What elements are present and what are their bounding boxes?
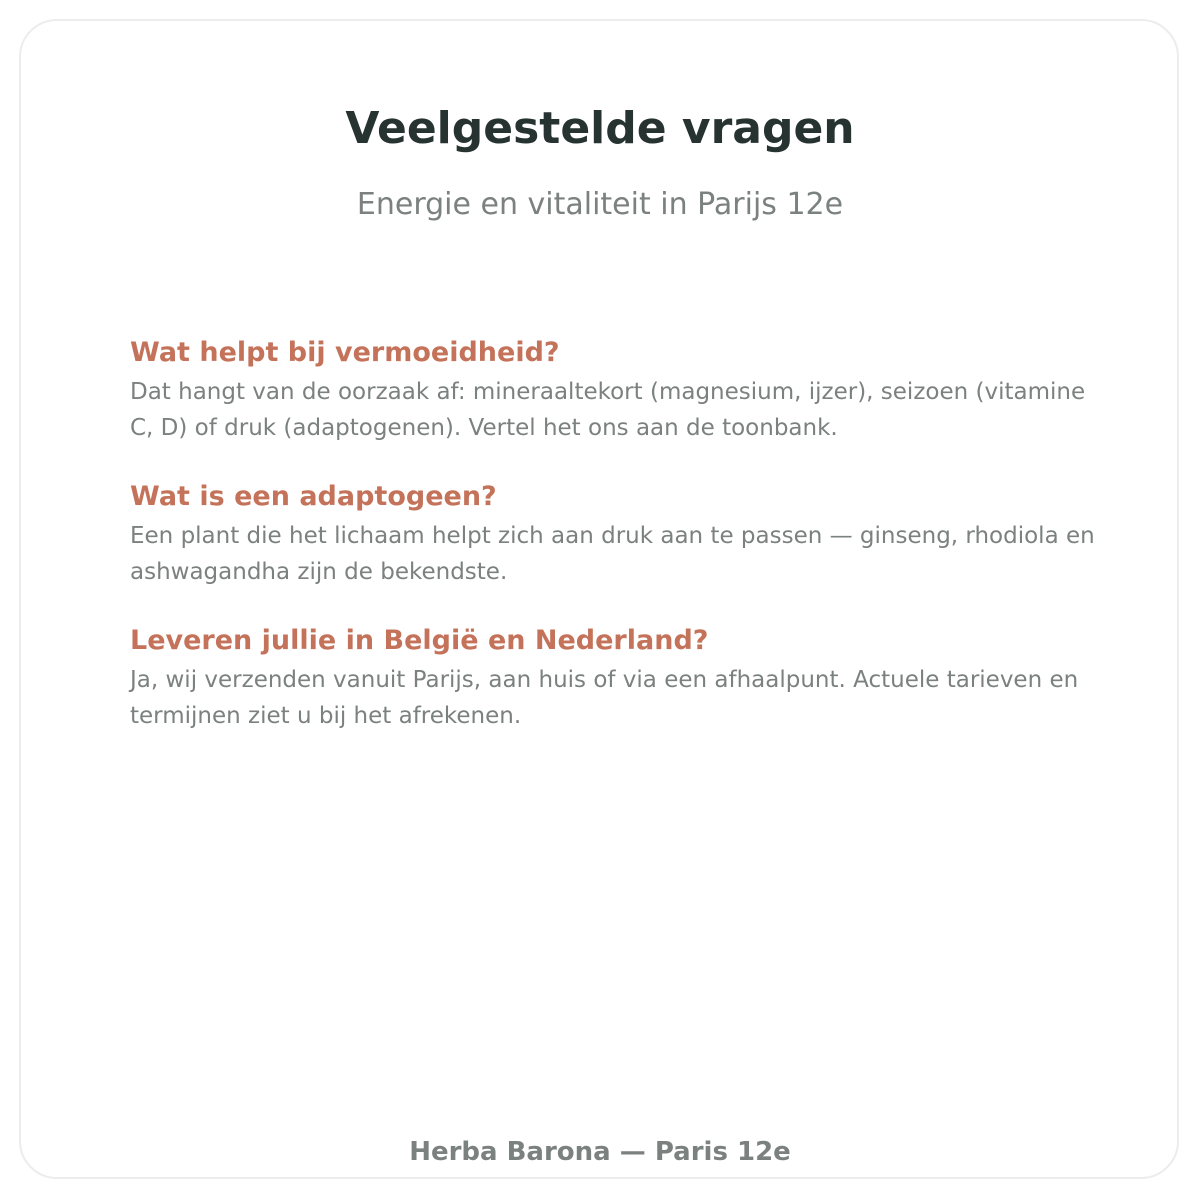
- faq-question: Leveren jullie in België en Nederland?: [130, 625, 709, 656]
- page-title: Veelgestelde vragen: [345, 103, 855, 154]
- faq-answer: Een plant die het lichaam helpt zich aan druk aan te passen — ginseng, rhodiola en ashwagandha zijn de bekendste.: [130, 523, 1095, 585]
- faq-answer: Dat hangt van de oorzaak af: mineraaltekort (magnesium, ijzer), seizoen (vitamine C, D) of druk (adaptogenen). Vertel het ons aan de toonbank.: [130, 379, 1086, 441]
- faq-answer: Ja, wij verzenden vanuit Parijs, aan huis of via een afhaalpunt. Actuele tarieven en termijnen ziet u bij het afrekenen.: [130, 667, 1079, 729]
- page-subtitle: Energie en vitaliteit in Parijs 12e: [356, 187, 844, 222]
- faq-list: [130, 335, 1105, 767]
- faq-item: [130, 479, 1105, 590]
- faq-question: Wat helpt bij vermoeidheid?: [130, 337, 560, 368]
- footer-brand: Herba Barona — Paris 12e: [409, 1137, 791, 1167]
- faq-question: Wat is een adaptogeen?: [130, 481, 497, 512]
- faq-item: [130, 335, 1105, 446]
- faq-item: [130, 623, 1105, 734]
